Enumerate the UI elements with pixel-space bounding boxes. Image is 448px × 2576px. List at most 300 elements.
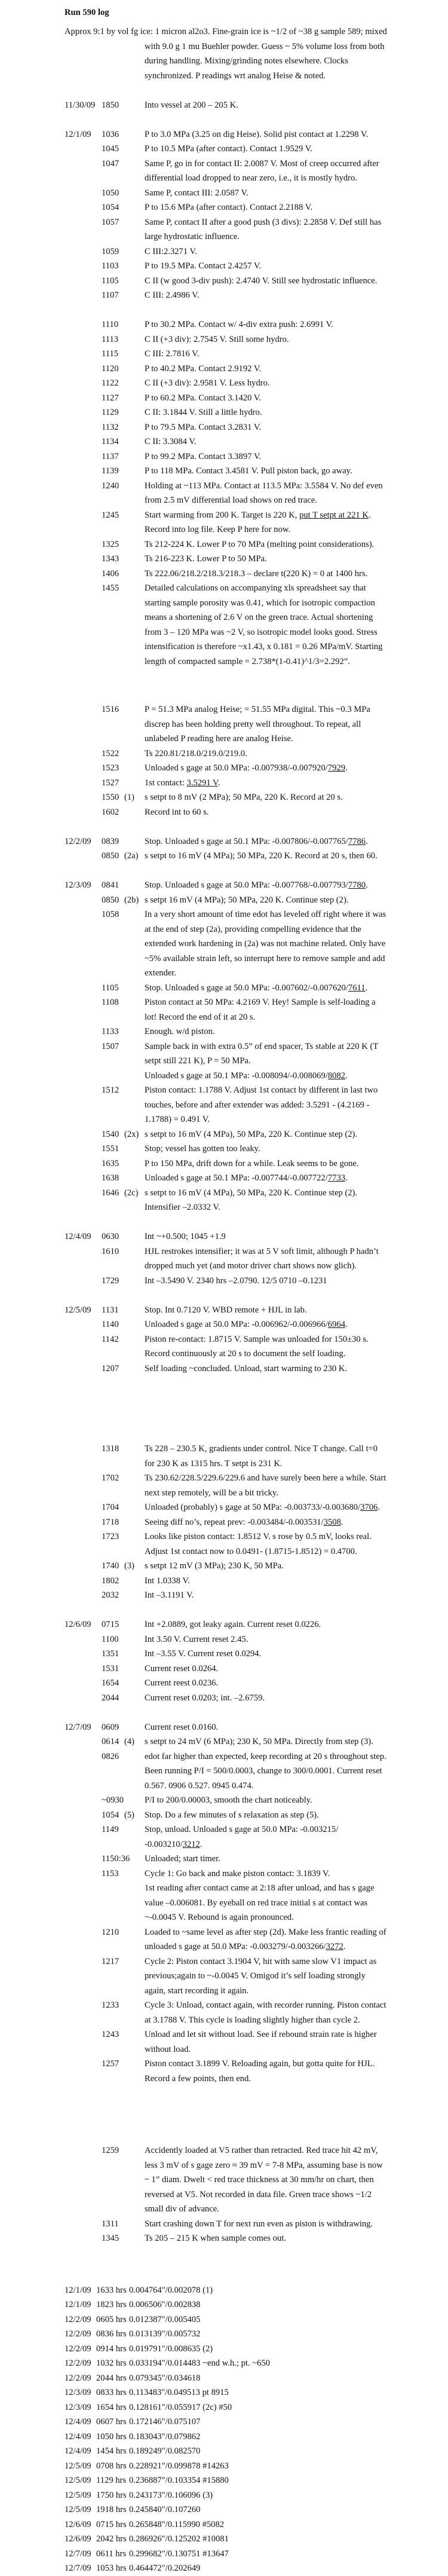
entry-date (65, 1734, 102, 1749)
reading-date: 12/5/09 (65, 2490, 91, 2500)
reading-date: 12/7/09 (65, 2549, 91, 2559)
entry-time: 1523 (102, 763, 119, 773)
entry-text-main: Ts 220.81/218.0/219.0/219.0. (145, 748, 247, 758)
log-entry (65, 995, 387, 1024)
entry-date (65, 200, 102, 215)
entry-time: 1207 (102, 1363, 119, 1373)
reading-value: 0.004764"/0.002078 (1) (129, 2285, 213, 2295)
reading-value: 0.228921"/0.099878 #14263 (129, 2461, 229, 2471)
entry-text-main: P/I to 200/0.00003, smooth the chart noticeably. (145, 1795, 312, 1805)
reading-time: 0611 hrs (96, 2549, 127, 2559)
reading-value: 0.236887"/0.103354 #15880 (129, 2476, 229, 2485)
entry-time: 1122 (102, 378, 119, 388)
entry-step (124, 805, 145, 820)
entry-step (124, 347, 145, 362)
page-title: Run 590 log (65, 8, 109, 17)
log-entry (65, 834, 387, 849)
entry-date (65, 747, 102, 761)
entry-step (124, 1632, 145, 1647)
entry-step (124, 761, 145, 776)
entry-date (65, 1691, 102, 1706)
entry-text-main: P to 79.5 MPa. Contact 3.2831 V. (145, 422, 262, 432)
log-entry (65, 1229, 387, 1244)
log-entry (65, 2057, 387, 2086)
entry-text-main: s setpt to 16 mV (4 MPa); 50 MPa, 220 K. Record at 20 s, then 60. (145, 851, 378, 861)
entry-step (124, 2027, 145, 2057)
entry-time: 1550 (102, 793, 119, 802)
entry-date (65, 259, 102, 274)
log-entry (65, 332, 387, 347)
entry-date (65, 1274, 102, 1289)
entry-text (145, 1822, 387, 1852)
entry-time: 1243 (102, 2030, 119, 2039)
entry-date (65, 288, 102, 303)
reading-time: 1918 hrs (96, 2505, 127, 2514)
entry-text-main: Self loading ~concluded. Unload, start warming to 230 K. (145, 1363, 348, 1373)
entry-step: (4) (124, 1737, 135, 1746)
entry-text-main: Int +2.0889, got leaky again. Current reset 0.0226. (145, 1620, 321, 1629)
entry-text-after: . (378, 1503, 380, 1512)
reading-value: 0.265848"/0.115990 #5082 (129, 2519, 225, 2529)
entry-step (124, 1039, 145, 1069)
entry-step: (2b) (124, 895, 139, 905)
entry-text (145, 552, 387, 567)
entry-time: 1105 (102, 983, 119, 993)
entry-step (124, 1317, 145, 1332)
entry-text-main: Int ~+0.500; 1045 +1.9 (145, 1232, 226, 1241)
entry-text-main: Piston re-contact: 1.8715 V. Sample was unloaded for 150±30 s. Record continuously at 20 s to document the self loading. (145, 1334, 369, 1359)
entry-date (65, 1793, 102, 1808)
entry-step (124, 1925, 145, 1954)
entry-date (65, 1069, 102, 1084)
entry-text (145, 1617, 387, 1632)
entry-step (124, 2231, 145, 2246)
entry-text (145, 332, 387, 347)
entry-step (124, 1574, 145, 1589)
entry-step (124, 288, 145, 303)
entry-date (65, 981, 102, 996)
entry-text (145, 1332, 387, 1362)
entry-text-main: Int 1.0338 V. (145, 1575, 190, 1586)
entry-step (124, 1529, 145, 1559)
log-entry (65, 449, 387, 464)
entry-time: 1638 (102, 1173, 119, 1183)
entry-date (65, 347, 102, 362)
entry-text (145, 1691, 387, 1706)
entry-text (145, 1303, 387, 1318)
entry-text (145, 805, 387, 820)
reading-time: 0833 hrs (96, 2388, 127, 2397)
entry-step (124, 449, 145, 464)
reading-date: 12/2/09 (65, 2314, 91, 2324)
reading-time: 2042 hrs (96, 2534, 127, 2544)
log-entry (65, 142, 387, 157)
entry-text-main: Unloaded s gage at 50.0 MPa: -0.007938/-0.007920/ (145, 763, 328, 773)
entry-text (145, 1793, 387, 1808)
reading-time: 1053 hrs (96, 2563, 127, 2573)
entry-text-main: Stop. Unloaded s gage at 50.0 MPa: -0.007602/-0.007620/ (145, 983, 348, 993)
entry-date (65, 2217, 102, 2232)
entry-text-main: s setpt 16 mV (4 MPa); 50 MPa, 220 K. Continue step (2). (145, 895, 349, 905)
entry-text (145, 479, 387, 508)
entry-time: 1406 (102, 568, 119, 579)
entry-date (65, 1442, 102, 1471)
entry-date (65, 157, 102, 186)
entry-date (65, 1127, 102, 1142)
entry-time: 1047 (102, 158, 119, 169)
entry-underlined-value: 3508 (323, 1517, 341, 1527)
entry-time: 0630 (102, 1232, 119, 1241)
entry-text-after: . (340, 1517, 343, 1527)
entry-time: 1233 (102, 2000, 119, 2010)
entry-text (145, 761, 387, 776)
entry-time: 1134 (102, 437, 119, 446)
entry-text-main: Piston contact at 50 MPa: 4.2169 V. Hey! Sample is self-loading a lot! Record the end of it at 20 s. (145, 998, 376, 1022)
entry-time: 0839 (102, 836, 119, 846)
reading-row (65, 2297, 387, 2312)
reading-date: 12/4/09 (65, 2431, 91, 2442)
entry-text (145, 1317, 387, 1332)
entry-step (124, 878, 145, 893)
entry-text-main: P to 99.2 MPa. Contact 3.3897 V. (145, 451, 262, 461)
entry-text-main: C II (+3 div): 2.9581 V. Less hydro. (145, 378, 270, 388)
entry-text-main: Stop. Do a few minutes of s relaxation as step (5). (145, 1810, 319, 1820)
reading-value: 0.172146"/0.075107 (129, 2417, 201, 2427)
entry-date: 12/2/09 (65, 836, 91, 846)
entry-text-main: Same P, go in for contact II: 2.0087 V. Most of creep occurred after differential load dropped to near zero, i.e., it is mostly hydro. (145, 158, 379, 183)
entry-date (65, 849, 102, 864)
log-group (65, 1720, 387, 2087)
log-entry (65, 567, 387, 582)
entry-date (65, 2143, 102, 2217)
entry-time: 0850 (102, 851, 119, 861)
intro-note (65, 25, 387, 83)
entry-time: 1100 (102, 1634, 119, 1644)
entry-date (65, 893, 102, 908)
log-entry (65, 127, 387, 142)
log-entry (65, 2027, 387, 2057)
entry-text-main: Holding at ~113 MPa. Contact at 113.5 MPa: 3.5584 V. No def even from 2.5 mV differential load shows on red trace. (145, 481, 383, 505)
entry-text-main: 1st reading after contact came at 2:18 after unload, and has s gage value –0.006081. By eyeball on red trace initial s at contact was ~-0.0045 V. Rebound is again pronounced. (145, 1883, 375, 1922)
log-entry (65, 1676, 387, 1691)
entry-date (65, 332, 102, 347)
entry-step (124, 1274, 145, 1289)
entry-text-main: Looks like piston contact: 1.8512 V. s rose by 0.5 mV, looks real. Adjust 1st contact now to 0.0491- (1.8715-1.8512) = 0.4700. (145, 1532, 372, 1556)
log-entry (65, 1793, 387, 1808)
log-entry (65, 1720, 387, 1735)
entry-text-main: Ts 222.06/218.2/218.3/218.3 – declare t(220 K) = 0 at 1400 hrs. (145, 568, 368, 579)
entry-time: 1259 (102, 2146, 119, 2155)
entry-date: 11/30/09 (65, 100, 96, 110)
entry-step (124, 1069, 145, 1084)
entry-text-main: Same P, contact III: 2.0587 V. (145, 188, 248, 198)
entry-time: 1610 (102, 1246, 119, 1256)
entry-date (65, 1764, 102, 1793)
entry-time: 1132 (102, 422, 119, 432)
entry-date (65, 1471, 102, 1500)
log-entry (65, 1559, 387, 1574)
readings-list (65, 2283, 387, 2576)
entry-time: 1654 (102, 1678, 119, 1688)
log-entry (65, 1749, 387, 1764)
entry-date (65, 1559, 102, 1574)
entry-step (124, 981, 145, 996)
entry-time: 1240 (102, 481, 119, 491)
entry-step (124, 2143, 145, 2217)
entry-step (124, 362, 145, 377)
log-entry (65, 1039, 387, 1069)
entry-step (124, 200, 145, 215)
log-group (65, 127, 387, 303)
entry-text-main: HJL restrokes intensifier; it was at 5 V soft limit, although P hadn’t dropped much yet (and motor driver chart shows now glich). (145, 1246, 379, 1271)
entry-date (65, 805, 102, 820)
entry-text-main: Ts 228 – 230.5 K, gradients under control. Nice T change. Call t=0 for 230 K as 1315 hrs. T setpt is 231 K. (145, 1444, 378, 1468)
log-group (65, 317, 387, 669)
entry-time: 1318 (102, 1444, 119, 1454)
entry-text (145, 1274, 387, 1289)
log-entry (65, 581, 387, 669)
entry-text (145, 259, 387, 274)
reading-value: 0.183043"/0.079862 (129, 2431, 201, 2442)
log-entry (65, 200, 387, 215)
entry-text-main: Stop, unload. Unloaded s gage at 50.0 MPa: -0.003215/ -0.003210/ (145, 1825, 339, 1849)
entry-time: 1127 (102, 393, 119, 403)
entry-time: 1723 (102, 1532, 119, 1541)
entry-underlined-value: 7611 (348, 983, 366, 993)
entry-text-main: s setpt to 16 mV (4 MPa), 50 MPa, 220 K. Continue step (2). Intensifier –2.0332 V. (145, 1188, 358, 1212)
log-entry (65, 1069, 387, 1084)
log-entry (65, 1617, 387, 1632)
entry-time: 1455 (102, 583, 119, 593)
entry-underlined-value: 3212 (182, 1839, 200, 1849)
entry-date (65, 995, 102, 1024)
entry-step (124, 508, 145, 537)
entry-time: 1551 (102, 1144, 119, 1154)
entry-step (124, 702, 145, 747)
log-entry (65, 288, 387, 303)
entry-text-main: Int –3.55 V. Current reset 0.0294. (145, 1649, 262, 1659)
entry-text (145, 127, 387, 142)
entry-time: 1139 (102, 466, 119, 476)
entry-text (145, 1529, 387, 1559)
entry-step (124, 1822, 145, 1852)
log-entry (65, 391, 387, 406)
reading-row (65, 2502, 387, 2517)
entry-text-main: C II (+3 div): 2.7545 V. Still some hydro. (145, 334, 289, 344)
log-entry (65, 1303, 387, 1318)
entry-date (65, 1039, 102, 1069)
log-entry (65, 1954, 387, 1999)
entry-date (65, 1852, 102, 1867)
entry-time: 1059 (102, 246, 119, 256)
entry-text (145, 1867, 387, 1881)
log-entry (65, 1515, 387, 1530)
entry-date (65, 464, 102, 479)
entry-text-main: P to 19.5 MPa. Contact 2.4257 V. (145, 261, 262, 271)
entry-text (145, 776, 387, 791)
entry-time: 1531 (102, 1663, 119, 1674)
reading-date: 12/3/09 (65, 2402, 91, 2412)
entry-date (65, 1662, 102, 1676)
entry-text-main: Current reset 0.0160. (145, 1722, 219, 1732)
reading-time: 1032 hrs (96, 2358, 127, 2368)
reading-date: 12/5/09 (65, 2505, 91, 2514)
log-entry (65, 1925, 387, 1954)
entry-time: 1120 (102, 363, 119, 374)
entry-text-main: P to 118 MPa. Contact 3.4581 V. Pull piston back, go away. (145, 466, 352, 476)
log-group (65, 1617, 387, 1705)
entry-step (124, 537, 145, 552)
entry-time: 1257 (102, 2059, 119, 2069)
entry-text (145, 702, 387, 747)
entry-time: 1516 (102, 705, 119, 714)
entry-text (145, 1244, 387, 1274)
entry-text-main: C II (w good 3-div push): 2.4740 V. Still see hydrostatic influence. (145, 276, 378, 286)
entry-text (145, 1171, 387, 1186)
log-entry (65, 2231, 387, 2246)
log-entry (65, 1186, 387, 1215)
reading-row (65, 2312, 387, 2327)
entry-text (145, 747, 387, 761)
entry-text-after: . (345, 1070, 348, 1081)
reading-value: 0.113483"/0.049513 pt 8915 (129, 2388, 229, 2397)
entry-text (145, 1764, 387, 1793)
entry-date (65, 1822, 102, 1852)
reading-time: 0715 hrs (96, 2519, 127, 2529)
log-entry (65, 761, 387, 776)
entry-step (124, 1229, 145, 1244)
entry-text-main: Unloaded s gage at 50.0 MPa: -0.006962/-0.006966/ (145, 1320, 328, 1329)
log-entry (65, 907, 387, 981)
reading-row (65, 2385, 387, 2400)
reading-value: 0.243173"/0.106096 (3) (129, 2490, 213, 2500)
log-entry (65, 508, 387, 537)
entry-step: (2x) (124, 1129, 139, 1139)
entry-text-main: Same P, contact II after a good push (3 divs): 2.2858 V. Def still has large hydrostatic influence. (145, 217, 382, 241)
entry-time: 1217 (102, 1956, 119, 1966)
entry-date (65, 581, 102, 669)
entry-time: 1646 (102, 1188, 119, 1198)
entry-step (124, 747, 145, 761)
entry-text-after: . (366, 836, 368, 846)
reading-date: 12/2/09 (65, 2329, 91, 2339)
entry-step (124, 259, 145, 274)
entry-date (65, 1500, 102, 1515)
log-entry (65, 1764, 387, 1793)
entry-text-main: s setpt to 16 mV (4 MPa), 50 MPa, 220 K. Continue step (2). (145, 1129, 358, 1139)
entry-text (145, 981, 387, 996)
log-entry (65, 405, 387, 420)
log-entry (65, 1734, 387, 1749)
reading-date: 12/7/09 (65, 2563, 91, 2573)
log-entry (65, 1881, 387, 1925)
entry-step (124, 1793, 145, 1808)
entry-time: 1345 (102, 2234, 119, 2243)
log-entry (65, 552, 387, 567)
reading-value: 0.286926"/0.125202 #10081 (129, 2534, 229, 2544)
entry-time: 1103 (102, 261, 119, 271)
entry-date (65, 376, 102, 391)
entry-date (65, 552, 102, 567)
reading-value: 0.019791"/0.008635 (2) (129, 2344, 213, 2354)
entry-text-main: Unloaded s gage at 50.1 MPa: -0.008094/-0.008069/ (145, 1070, 328, 1081)
entry-step (124, 552, 145, 567)
entry-step (124, 2057, 145, 2086)
entry-underlined-value: 7786 (348, 836, 366, 846)
entry-text (145, 1720, 387, 1735)
reading-value: 0.033194"/0.014483 ~end w.h.; pt. ~650 (129, 2358, 271, 2368)
entry-time: 1107 (102, 290, 119, 300)
entry-text-main: edot far higher than expected, keep recording at 20 s throughout step. (145, 1751, 386, 1761)
entry-underlined-value: 7929 (327, 763, 346, 773)
entry-time: 0614 (102, 1737, 119, 1746)
reading-time: 1633 hrs (96, 2285, 127, 2295)
entry-text (145, 98, 387, 113)
entry-text-main: P to 15.6 MPa (after contact). Contact 2.2188 V. (145, 203, 313, 212)
entry-date (65, 479, 102, 508)
entry-date (65, 1157, 102, 1171)
entry-text-after: . (345, 763, 348, 773)
entry-step (124, 127, 145, 142)
log-group (65, 834, 387, 864)
entry-time: 1110 (102, 320, 119, 329)
entry-step: (2a) (124, 851, 139, 861)
entry-text-after: . (365, 983, 368, 993)
entry-text-main: Int –3.1191 V. (145, 1590, 194, 1600)
entry-text (145, 1229, 387, 1244)
entry-date (65, 1676, 102, 1691)
entry-text-after: . Record into log file. Keep P here for now. (145, 510, 371, 534)
entry-time: 1054 (102, 203, 119, 212)
entry-time: 1142 (102, 1334, 119, 1344)
entry-text-main: C II: 3.3084 V. (145, 437, 197, 446)
log-group (65, 702, 387, 819)
entry-time: 1133 (102, 1027, 119, 1036)
entry-underlined-value: 6964 (327, 1320, 346, 1329)
entry-time: 1105 (102, 276, 119, 286)
reading-value: 0.189249"/0.082570 (129, 2446, 201, 2456)
entry-time: 1054 (102, 1810, 119, 1820)
entry-text-main: C III: 2.7816 V. (145, 349, 200, 359)
entry-step (124, 1676, 145, 1691)
entry-text (145, 1500, 387, 1515)
log-entry (65, 1574, 387, 1589)
entry-text-main: Ts 230.62/228.5/229.6/229.6 and have surely been here a while. Start next step remotely, will be a bit tricky. (145, 1473, 386, 1498)
log-entry (65, 893, 387, 908)
reading-time: 1750 hrs (96, 2490, 127, 2500)
entry-time: 1325 (102, 539, 119, 549)
reading-date: 12/4/09 (65, 2446, 91, 2456)
entry-underlined-value: 7733 (327, 1173, 346, 1183)
reading-row (65, 2547, 387, 2562)
entry-date (65, 702, 102, 747)
entry-text-main: Seeing diff no’s, repeat prev: -0.003484/-0.003531/ (145, 1517, 324, 1527)
entry-step (124, 1515, 145, 1530)
log-entry (65, 1332, 387, 1362)
entry-text (145, 1142, 387, 1157)
entry-step (124, 405, 145, 420)
entry-text (145, 849, 387, 864)
log-entry (65, 435, 387, 449)
entry-date (65, 1867, 102, 1881)
entry-text (145, 142, 387, 157)
log-entry (65, 464, 387, 479)
entry-date (65, 142, 102, 157)
entry-time: 1137 (102, 451, 119, 461)
entry-step: (2c) (124, 1188, 139, 1198)
log-entry (65, 1471, 387, 1500)
entry-text (145, 2027, 387, 2057)
